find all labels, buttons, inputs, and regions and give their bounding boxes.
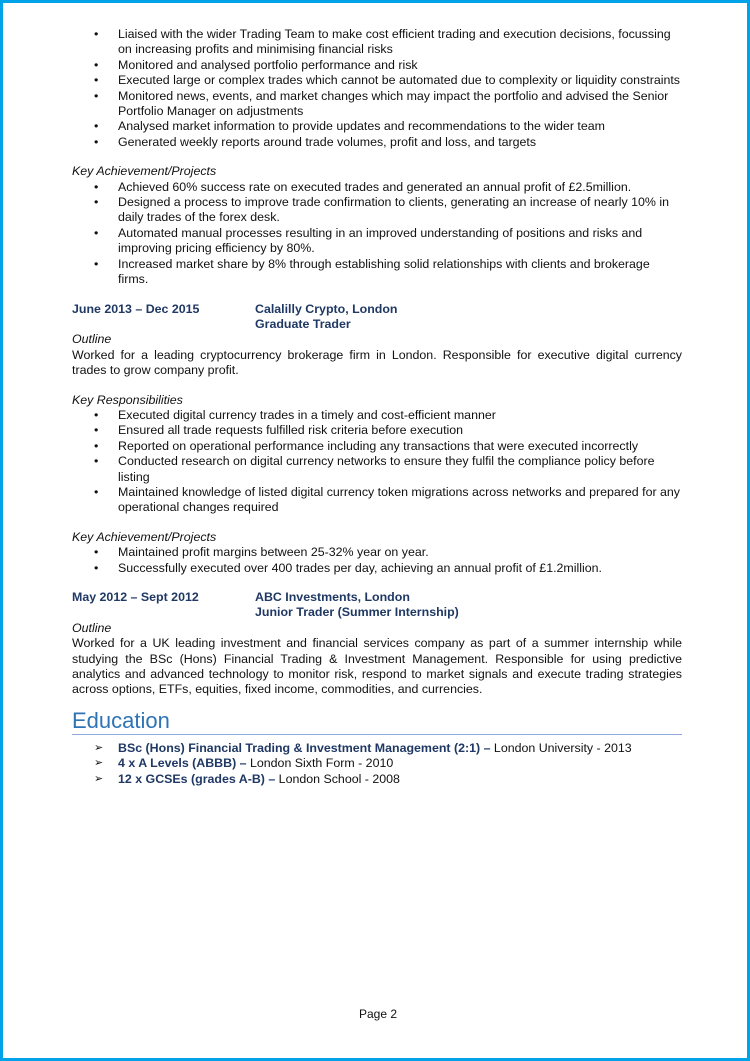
list-item: • Maintained profit margins between 25-32% year on year. xyxy=(72,545,682,560)
responsibilities-label: Key Responsibilities xyxy=(72,392,183,407)
job-employer: Calalilly Crypto, London xyxy=(255,301,398,316)
job-dates: June 2013 – Dec 2015 xyxy=(72,301,200,316)
list-item: • Monitored and analysed portfolio performance and risk xyxy=(72,58,682,73)
list-item xyxy=(72,772,682,787)
list-item: • Maintained knowledge of listed digital currency token migrations across networks and prepared for any operational changes required xyxy=(72,485,682,516)
resume-content xyxy=(72,27,682,787)
list-item: • Increased market share by 8% through establishing solid relationships with clients and brokerage firms. xyxy=(72,257,682,288)
job1-achievements-list xyxy=(72,180,682,288)
achievements-label: Key Achievement/Projects xyxy=(72,164,217,179)
job-title: Junior Trader (Summer Internship) xyxy=(255,605,459,620)
job3-header xyxy=(72,590,682,621)
institution: London University - 2013 xyxy=(490,740,632,755)
list-item: • Reported on operational performance including any transactions that were executed incorrectly xyxy=(72,439,682,454)
job-dates: May 2012 – Sept 2012 xyxy=(72,590,199,604)
education-heading: Education xyxy=(72,708,682,735)
job2-achievements-list xyxy=(72,545,682,576)
list-item: • Successfully executed over 400 trades per day, achieving an annual profit of £1.2million. xyxy=(72,561,682,576)
job2-header xyxy=(72,302,682,333)
list-item: • Executed large or complex trades which cannot be automated due to complexity or liquidity constraints xyxy=(72,73,682,88)
list-item: • Executed digital currency trades in a timely and cost-efficient manner xyxy=(72,408,682,423)
institution: London School - 2008 xyxy=(275,771,400,786)
job-outline: Worked for a leading cryptocurrency brokerage firm in London. Responsible for executive digital currency trades to grow company profit. xyxy=(72,347,682,378)
list-item: • Conducted research on digital currency networks to ensure they fulfil the compliance policy before listing xyxy=(72,454,682,485)
list-item xyxy=(72,756,682,771)
institution: London Sixth Form - 2010 xyxy=(246,756,394,771)
outline-label: Outline xyxy=(72,332,112,347)
arrow-bullet-icon: ➢ xyxy=(94,772,104,785)
arrow-bullet-icon: ➢ xyxy=(94,757,104,770)
qualification: 4 x A Levels (ABBB) – xyxy=(118,756,247,771)
qualification: 12 x GCSEs (grades A-B) – xyxy=(118,771,276,786)
arrow-bullet-icon: ➢ xyxy=(94,741,104,754)
job-outline: Worked for a UK leading investment and financial services company as part of a summer internship while studying the BSc (Hons) Financial Trading & Investment Management. Responsible for using predictive analytics and advanced technology to monitor risk, respond to market signals and execute trading strategies across options, ETFs, equities, fixed income, commodities, and currencies. xyxy=(72,636,682,697)
list-item: • Automated manual processes resulting in an improved understanding of positions and risks and improving pricing efficiency by 80%. xyxy=(72,226,682,257)
list-item: • Achieved 60% success rate on executed trades and generated an annual profit of £2.5million. xyxy=(72,180,682,195)
list-item: • Monitored news, events, and market changes which may impact the portfolio and advised the Senior Portfolio Manager on adjustments xyxy=(72,89,682,120)
list-item: • Ensured all trade requests fulfilled risk criteria before execution xyxy=(72,423,682,438)
job1-responsibilities-list xyxy=(72,27,682,150)
list-item: • Designed a process to improve trade confirmation to clients, generating an increase of nearly 10% in daily trades of the forex desk. xyxy=(72,195,682,226)
list-item: • Analysed market information to provide updates and recommendations to the wider team xyxy=(72,119,682,134)
job2-responsibilities-list xyxy=(72,408,682,516)
outline-label: Outline xyxy=(72,620,112,635)
job-employer: ABC Investments, London xyxy=(255,590,410,604)
achievements-label: Key Achievement/Projects xyxy=(72,529,217,544)
list-item: • Liaised with the wider Trading Team to make cost efficient trading and execution decisions, focussing on increasing profits and minimising financial risks xyxy=(72,27,682,58)
job-title: Graduate Trader xyxy=(255,316,351,331)
list-item xyxy=(72,741,682,756)
list-item: • Generated weekly reports around trade volumes, profit and loss, and targets xyxy=(72,135,682,150)
qualification: BSc (Hons) Financial Trading & Investment Management (2:1) – xyxy=(118,740,491,755)
page-number: Page 2 xyxy=(358,1007,398,1021)
education-list xyxy=(72,741,682,787)
